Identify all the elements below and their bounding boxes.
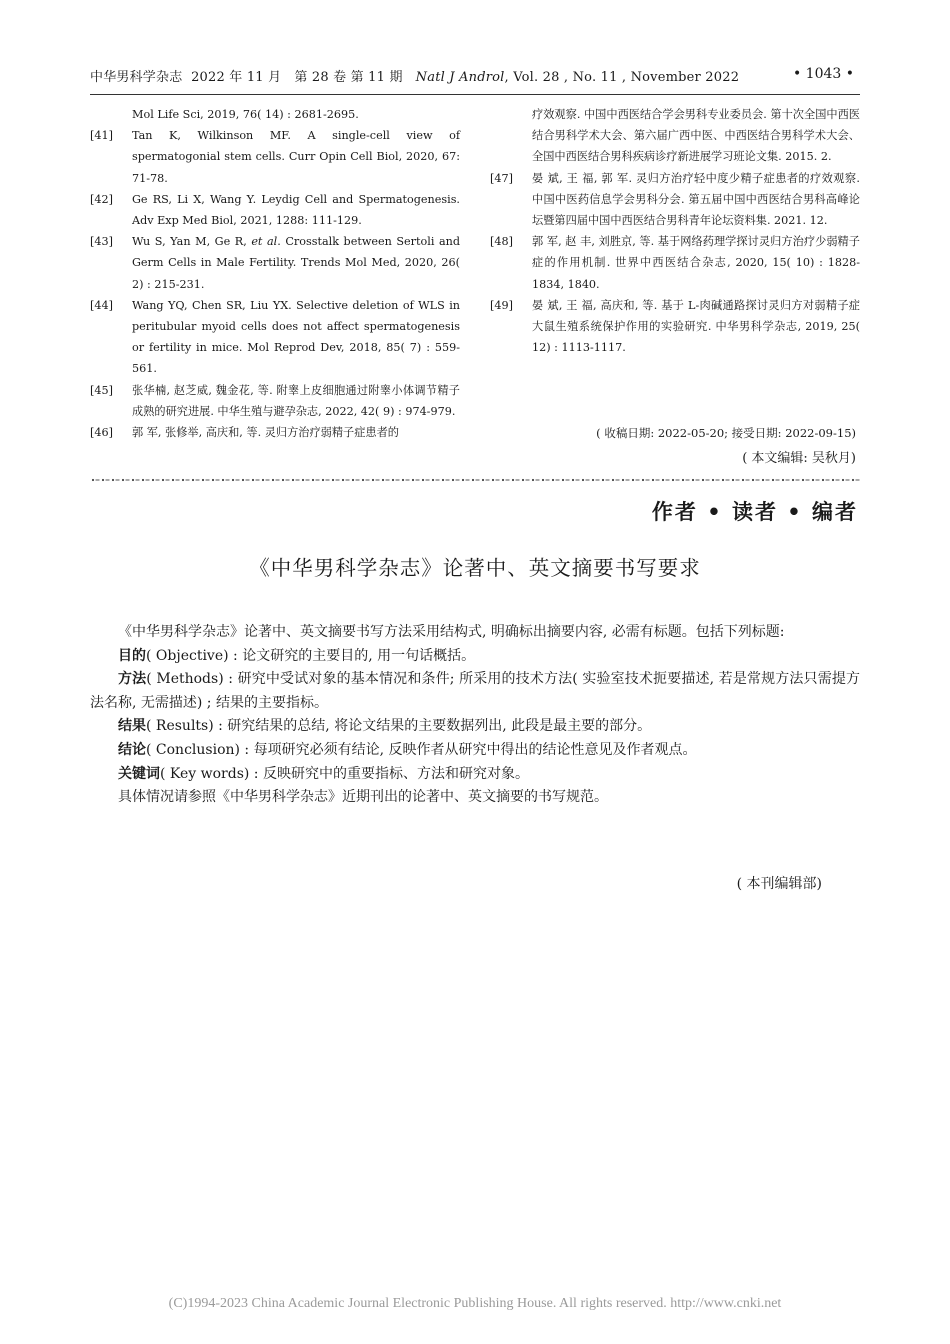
abstract-item-methods xyxy=(90,668,860,715)
reference-text-main: 郭 军, 赵 丰, 刘胜京, 等. 基于网络药理学探讨灵归方治疗少弱精子症的作用机制. 世界中西医结合杂志, 2020, 15( 10) : 1828-1834, 1840. xyxy=(532,235,860,291)
reference-item xyxy=(90,125,460,189)
reference-text-main: Ge RS, Li X, Wang Y. Leydig Cell and Spermatogenesis. Adv Exp Med Biol, 2021, 1288: 111-129. xyxy=(132,192,460,228)
abstract-item-objective xyxy=(90,645,860,669)
intro-paragraph: 《中华男科学杂志》论著中、英文摘要书写方法采用结构式, 明确标出摘要内容, 必需有标题。包括下列标题: xyxy=(118,624,785,640)
article-editor: ( 本文编辑: 吴秋月) xyxy=(742,451,856,466)
reference-item xyxy=(490,231,860,295)
reference-item xyxy=(90,104,460,125)
item-label: 关键词 xyxy=(118,765,160,782)
header-journal-en: Natl J Androl xyxy=(415,70,505,85)
reference-number: [45] xyxy=(90,383,113,397)
reference-number: [47] xyxy=(490,171,513,185)
item-text: ( Key words) : 反映研究中的重要指标、方法和研究对象。 xyxy=(160,765,529,782)
header-left xyxy=(90,66,739,85)
abstract-item-results xyxy=(90,715,860,739)
header-journal-cn: 中华男科学杂志 xyxy=(90,70,183,85)
reference-text-main: Wang YQ, Chen SR, Liu YX. Selective deletion of WLS in peritubular myoid cells does not affect spermatogenesis or fertility in mice. Mol Reprod Dev, 2018, 85( 7) : 559-561. xyxy=(132,298,460,376)
reference-text xyxy=(532,231,860,295)
reference-text-main: 疗效观察. 中国中西医结合学会男科专业委员会. 第十次全国中西医结合男科学术大会、第六届广西中医、中西医结合男科学术大会、全国中西医结合男科疾病诊疗新进展学习班论文集. 2015. 2. xyxy=(532,108,860,164)
reference-number: [43] xyxy=(90,235,113,249)
page-number: • 1043 • xyxy=(792,66,854,82)
references-left-column xyxy=(90,104,460,443)
reference-text xyxy=(132,104,460,125)
copyright-footer: (C)1994-2023 China Academic Journal Electronic Publishing House. All rights reserved. http://www.cnki.net xyxy=(168,1296,782,1311)
item-label: 目的 xyxy=(118,647,146,664)
reference-text-main: 郭 军, 张修举, 高庆和, 等. 灵归方治疗弱精子症患者的 xyxy=(132,426,399,440)
reference-item xyxy=(90,380,460,422)
reference-text xyxy=(132,380,460,422)
editorial-signoff: ( 本刊编辑部) xyxy=(736,876,822,892)
reference-item xyxy=(90,422,460,443)
running-header xyxy=(90,66,860,88)
dotted-divider xyxy=(90,473,860,487)
item-text: ( Conclusion) : 每项研究必须有结论, 反映作者从研究中得出的结论性意见及作者观点。 xyxy=(146,741,697,758)
reference-text-main: Mol Life Sci, 2019, 76( 14) : 2681-2695. xyxy=(132,108,359,121)
reference-text xyxy=(132,231,460,295)
reference-item xyxy=(90,189,460,231)
item-text: ( Methods) : 研究中受试对象的基本情况和条件; 所采用的技术方法( 实验室技术扼要描述, 若是常规方法只需提方法名称, 无需描述) ; 结果的主要指标。 xyxy=(90,671,860,711)
reference-item xyxy=(490,104,860,168)
item-label: 结果 xyxy=(118,718,146,735)
item-label: 方法 xyxy=(118,671,147,688)
reference-text-main: 晏 斌, 王 福, 高庆和, 等. 基于 L-肉碱通路探讨灵归方对弱精子症大鼠生殖系统保护作用的实验研究. 中华男科学杂志, 2019, 25( 12) : 1113-1117. xyxy=(532,298,860,355)
reference-item xyxy=(90,295,460,380)
reference-text-main: 晏 斌, 王 福, 郭 军. 灵归方治疗轻中度少精子症患者的疗效观察. 中国中医药信息学会男科分会. 第五届中国中西医结合男科高峰论坛暨第四届中国中西医结合男科青年论坛资料集. 2021. 12. xyxy=(532,171,860,228)
reference-number: [46] xyxy=(90,426,113,440)
reference-text-main: Wu S, Yan M, Ge R, xyxy=(132,235,252,249)
reference-text-italic: et al xyxy=(251,235,278,249)
item-label: 结论 xyxy=(118,741,146,758)
reference-number: [48] xyxy=(490,235,513,249)
header-rule xyxy=(90,94,860,95)
reference-text-tail: . Crosstalk between Sertoli and Germ Cells in Male Fertility. Trends Mol Med, 2020, 26( 2) : 215-231. xyxy=(132,235,460,291)
reference-text xyxy=(132,295,460,380)
article-body xyxy=(90,621,860,810)
reference-text xyxy=(532,295,860,359)
item-text: ( Objective) : 论文研究的主要目的, 用一句话概括。 xyxy=(146,647,476,664)
reference-text xyxy=(132,422,460,443)
reference-number: [41] xyxy=(90,129,113,143)
closing-paragraph: 具体情况请参照《中华男科学杂志》近期刊出的论著中、英文摘要的书写规范。 xyxy=(118,789,608,806)
abstract-item-conclusion xyxy=(90,739,860,763)
reference-number: [44] xyxy=(90,298,113,312)
reference-text xyxy=(532,168,860,232)
reference-number: [49] xyxy=(490,298,513,312)
header-volume-cn: 第 28 卷 第 11 期 xyxy=(294,70,403,85)
reference-text xyxy=(132,125,460,189)
reference-number: [42] xyxy=(90,192,113,206)
reference-text-main: Tan K, Wilkinson MF. A single-cell view of spermatogonial stem cells. Curr Opin Cell Biol, 2020, 67: 71-78. xyxy=(132,129,460,185)
reference-text xyxy=(532,104,860,168)
abstract-item-keywords xyxy=(90,763,860,787)
reference-text xyxy=(132,189,460,231)
header-volume-en: , Vol. 28 , No. 11 , November 2022 xyxy=(504,70,740,85)
reference-item xyxy=(490,295,860,359)
reference-text-main: 张华楠, 赵芝威, 魏金花, 等. 附睾上皮细胞通过附睾小体调节精子成熟的研究进展. 中华生殖与避孕杂志, 2022, 42( 9) : 974-979. xyxy=(132,383,460,418)
header-date-cn: 2022 年 11 月 xyxy=(191,70,282,85)
references-right-column xyxy=(490,104,860,358)
article-title: 《中华男科学杂志》论著中、英文摘要书写要求 xyxy=(249,556,701,580)
received-dates: ( 收稿日期: 2022-05-20; 接受日期: 2022-09-15) xyxy=(596,426,856,440)
reference-item xyxy=(490,168,860,232)
item-text: ( Results) : 研究结果的总结, 将论文结果的主要数据列出, 此段是最主要的部分。 xyxy=(146,718,652,735)
section-column-heading: 作者 • 读者 • 编者 xyxy=(651,500,858,524)
reference-item xyxy=(90,231,460,295)
